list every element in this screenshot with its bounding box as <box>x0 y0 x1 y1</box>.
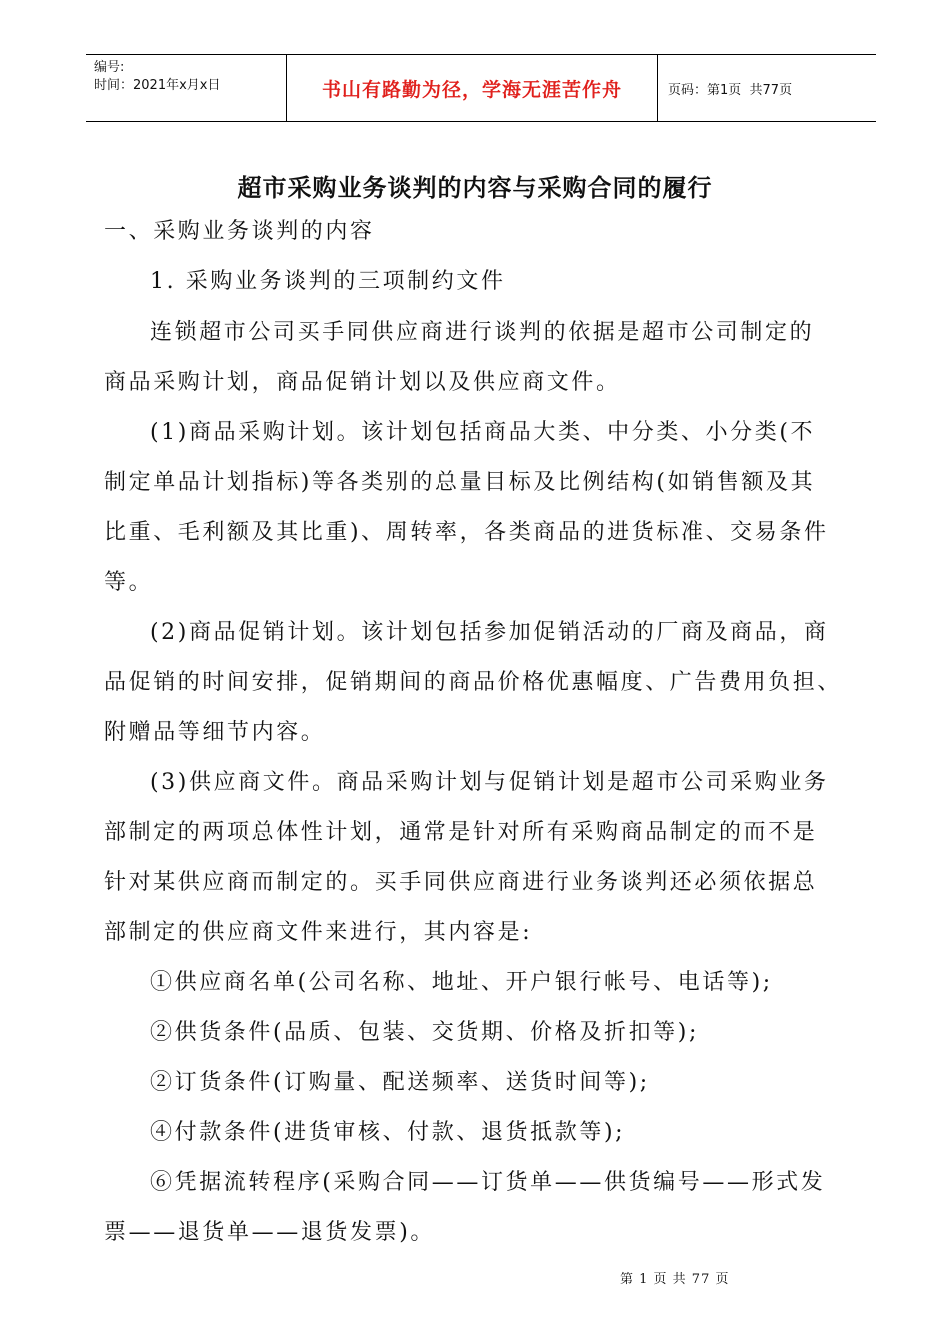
document-number-label: 编号: <box>94 60 125 75</box>
list-item: ②订货条件(订购量、配送频率、送货时间等); <box>150 1070 650 1095</box>
header-meta <box>86 55 286 121</box>
subsection-heading: 1. 采购业务谈判的三项制约文件 <box>150 269 506 294</box>
paragraph-line: 附赠品等细节内容。 <box>104 720 326 745</box>
page-header <box>86 54 876 122</box>
list-item: 票——退货单——退货发票)。 <box>104 1220 435 1245</box>
paragraph-line: 比重、毛利额及其比重)、周转率，各类商品的进货标准、交易条件 <box>104 520 829 545</box>
paragraph-line: 针对某供应商而制定的。买手同供应商进行业务谈判还必须依据总 <box>104 870 818 895</box>
document-title: 超市采购业务谈判的内容与采购合同的履行 <box>237 173 713 202</box>
header-page-info <box>658 55 876 121</box>
document-time-label: 时间：2021年x月x日 <box>94 78 221 93</box>
paragraph-line: 等。 <box>104 570 154 595</box>
header-motto: 书山有路勤为径，学海无涯苦作舟 <box>286 55 658 121</box>
paragraph-line: (2)商品促销计划。该计划包括参加促销活动的厂商及商品，商 <box>150 620 829 645</box>
header-page-info-text: 页码：第1页 共77页 <box>668 82 793 98</box>
page-footer: 第 1 页 共 77 页 <box>620 1272 730 1287</box>
list-item: ②供货条件(品质、包装、交货期、价格及折扣等); <box>150 1020 699 1045</box>
paragraph-line: 制定单品计划指标)等各类别的总量目标及比例结构(如销售额及其 <box>104 470 816 495</box>
list-item: ④付款条件(进货审核、付款、退货抵款等); <box>150 1120 626 1145</box>
paragraph-line: 部制定的两项总体性计划，通常是针对所有采购商品制定的而不是 <box>104 820 818 845</box>
paragraph-line: 部制定的供应商文件来进行，其内容是: <box>104 920 533 945</box>
paragraph-line: (3)供应商文件。商品采购计划与促销计划是超市公司采购业务 <box>150 770 829 795</box>
paragraph-line: 连锁超市公司买手同供应商进行谈判的依据是超市公司制定的 <box>150 320 815 345</box>
list-item: ①供应商名单(公司名称、地址、开户银行帐号、电话等); <box>150 970 773 995</box>
paragraph-line: 商品采购计划，商品促销计划以及供应商文件。 <box>104 370 621 395</box>
list-item: ⑥凭据流转程序(采购合同——订货单——供货编号——形式发 <box>150 1170 826 1195</box>
section-heading: 一、采购业务谈判的内容 <box>104 219 375 244</box>
paragraph-line: 品促销的时间安排，促销期间的商品价格优惠幅度、广告费用负担、 <box>104 670 843 695</box>
paragraph-line: (1)商品采购计划。该计划包括商品大类、中分类、小分类(不 <box>150 420 816 445</box>
